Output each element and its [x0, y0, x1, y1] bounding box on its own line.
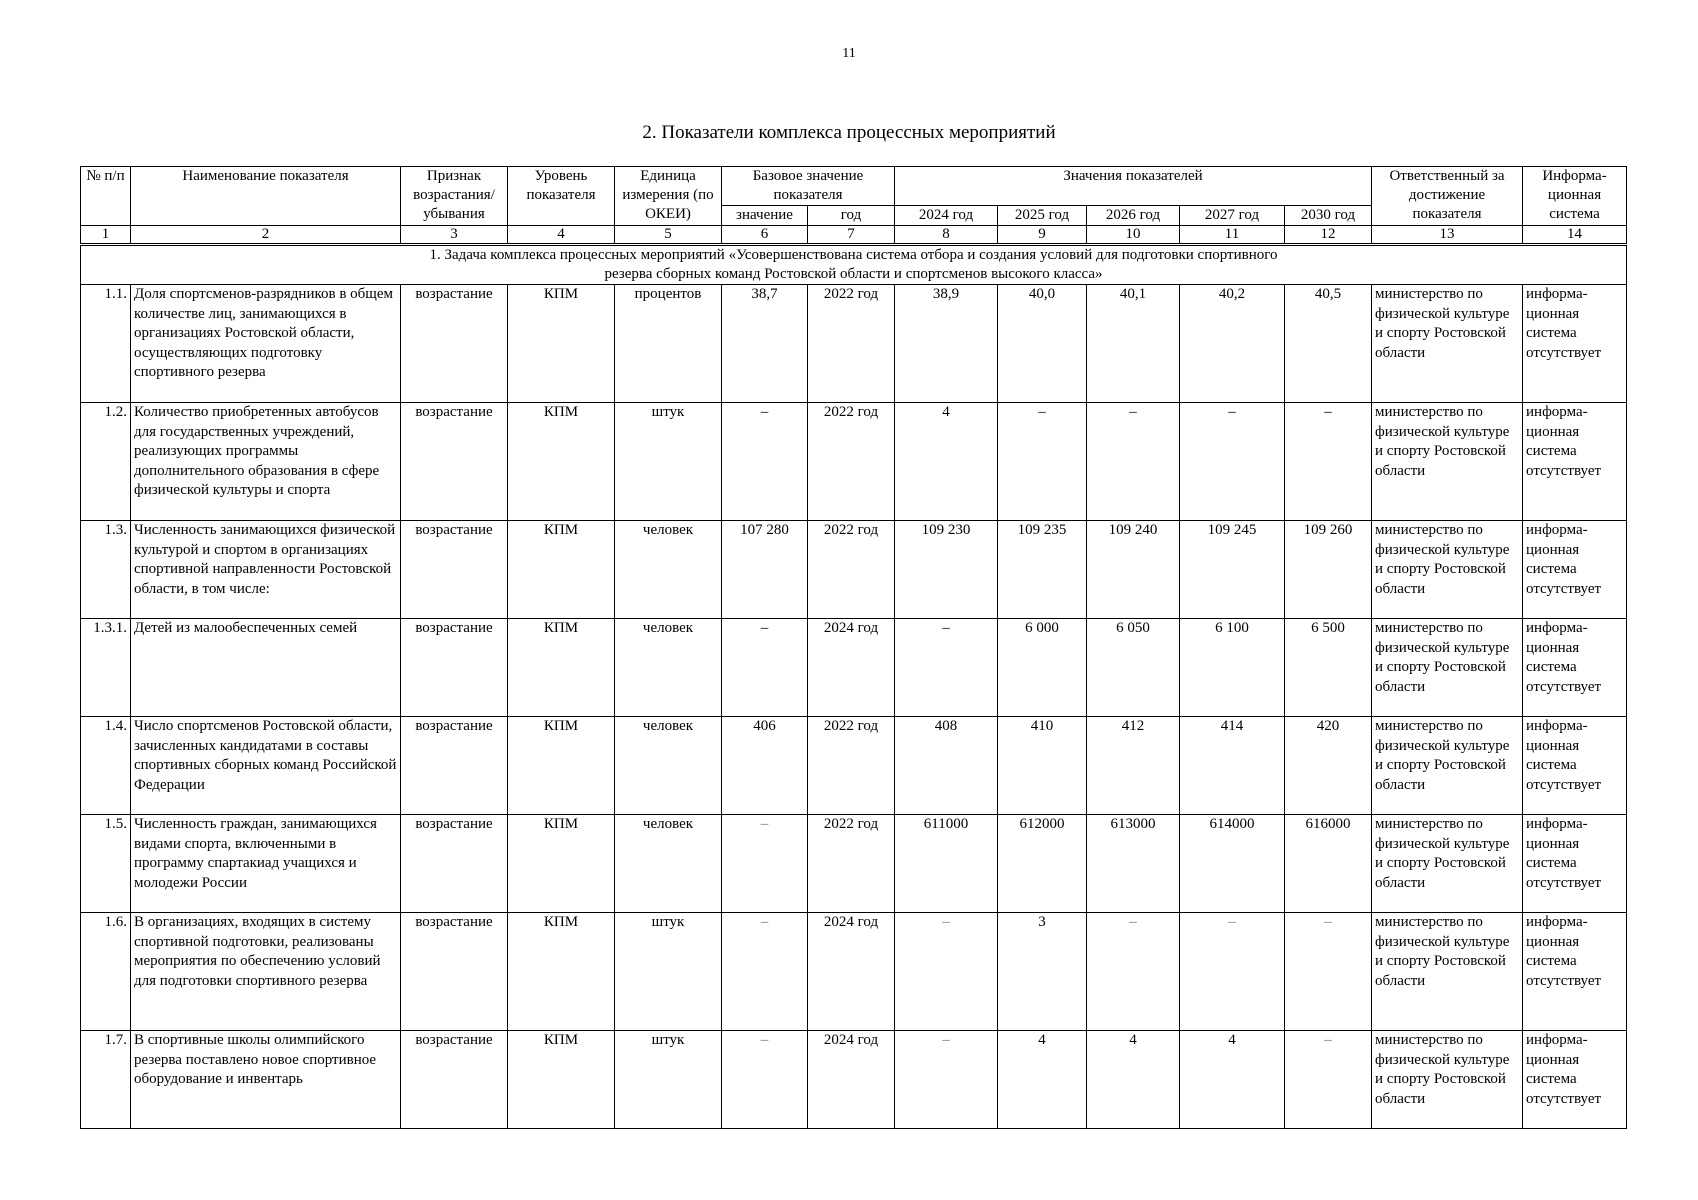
base-value: –: [722, 815, 808, 913]
value-2030: 420: [1285, 717, 1372, 815]
indicator-sign: возрастание: [401, 619, 508, 717]
info-system: информа-ционная система отсутствует: [1523, 913, 1627, 1031]
indicator-unit: человек: [615, 717, 722, 815]
indicator-level: КПМ: [508, 285, 615, 403]
base-year: 2022 год: [808, 815, 895, 913]
column-number: 9: [998, 226, 1087, 245]
header-unit: Единица измерения (по ОКЕИ): [615, 167, 722, 226]
value-2027: 414: [1180, 717, 1285, 815]
value-2026: 412: [1087, 717, 1180, 815]
column-number: 5: [615, 226, 722, 245]
column-number: 4: [508, 226, 615, 245]
table-row: [81, 521, 1627, 619]
value-2026: 4: [1087, 1031, 1180, 1129]
indicator-unit: штук: [615, 913, 722, 1031]
value-2024: –: [895, 619, 998, 717]
value-2030: –: [1285, 913, 1372, 1031]
header-infosys: Информа-ционная система: [1523, 167, 1627, 226]
value-2026: –: [1087, 403, 1180, 521]
value-2027: 109 245: [1180, 521, 1285, 619]
base-year: 2022 год: [808, 285, 895, 403]
column-number: 14: [1523, 226, 1627, 245]
responsible: министерство по физической культуре и спорту Ростовской области: [1372, 619, 1523, 717]
value-2025: 612000: [998, 815, 1087, 913]
indicator-unit: человек: [615, 815, 722, 913]
value-2027: –: [1180, 403, 1285, 521]
responsible: министерство по физической культуре и спорту Ростовской области: [1372, 815, 1523, 913]
info-system: информа-ционная система отсутствует: [1523, 285, 1627, 403]
indicator-name: Детей из малообеспеченных семей: [131, 619, 401, 717]
page-number: 11: [842, 46, 856, 61]
value-2025: 4: [998, 1031, 1087, 1129]
value-2030: 109 260: [1285, 521, 1372, 619]
indicator-name: Численность занимающихся физической культурой и спортом в организациях спортивной направленности Ростовской области, в том числе:: [131, 521, 401, 619]
row-num: 1.7.: [81, 1031, 131, 1129]
indicator-level: КПМ: [508, 815, 615, 913]
table-row: [81, 913, 1627, 1031]
indicator-name: Доля спортсменов-разрядников в общем количестве лиц, занимающихся в организациях Ростовской области, осуществляющих подготовку спортивного резерва: [131, 285, 401, 403]
task-title: 1. Задача комплекса процессных мероприятий «Усовершенствована система отбора и создания условий для подготовки спортивного резерва сборных команд Ростовской области и спортсменов высокого класса»: [81, 245, 1627, 285]
row-num: 1.1.: [81, 285, 131, 403]
header-year-2030: 2030 год: [1285, 206, 1372, 226]
header-responsible: Ответственный за достижение показателя: [1372, 167, 1523, 226]
task-row: [81, 245, 1627, 285]
base-value: 38,7: [722, 285, 808, 403]
base-year: 2022 год: [808, 717, 895, 815]
info-system: информа-ционная система отсутствует: [1523, 717, 1627, 815]
base-value: 107 280: [722, 521, 808, 619]
indicator-sign: возрастание: [401, 521, 508, 619]
indicator-sign: возрастание: [401, 1031, 508, 1129]
header-num: № п/п: [81, 167, 131, 226]
info-system: информа-ционная система отсутствует: [1523, 521, 1627, 619]
info-system: информа-ционная система отсутствует: [1523, 619, 1627, 717]
value-2024: –: [895, 1031, 998, 1129]
header-base-year: год: [808, 206, 895, 226]
column-number: 7: [808, 226, 895, 245]
indicator-name: Численность граждан, занимающихся видами спорта, включенными в программу спартакиад учащихся и молодежи России: [131, 815, 401, 913]
base-year: 2024 год: [808, 1031, 895, 1129]
value-2027: 4: [1180, 1031, 1285, 1129]
responsible: министерство по физической культуре и спорту Ростовской области: [1372, 403, 1523, 521]
table-row: [81, 619, 1627, 717]
column-number: 12: [1285, 226, 1372, 245]
value-2027: 6 100: [1180, 619, 1285, 717]
indicator-sign: возрастание: [401, 403, 508, 521]
value-2024: 611000: [895, 815, 998, 913]
value-2027: 40,2: [1180, 285, 1285, 403]
value-2025: 109 235: [998, 521, 1087, 619]
responsible: министерство по физической культуре и спорту Ростовской области: [1372, 285, 1523, 403]
indicator-level: КПМ: [508, 1031, 615, 1129]
header-year-2027: 2027 год: [1180, 206, 1285, 226]
column-numbers-row: [81, 226, 1627, 245]
responsible: министерство по физической культуре и спорту Ростовской области: [1372, 521, 1523, 619]
column-number: 6: [722, 226, 808, 245]
responsible: министерство по физической культуре и спорту Ростовской области: [1372, 717, 1523, 815]
value-2027: 614000: [1180, 815, 1285, 913]
value-2026: 6 050: [1087, 619, 1180, 717]
indicator-unit: человек: [615, 521, 722, 619]
value-2030: –: [1285, 403, 1372, 521]
value-2024: 38,9: [895, 285, 998, 403]
value-2024: 109 230: [895, 521, 998, 619]
row-num: 1.3.1.: [81, 619, 131, 717]
header-year-2024: 2024 год: [895, 206, 998, 226]
value-2030: 6 500: [1285, 619, 1372, 717]
info-system: информа-ционная система отсутствует: [1523, 403, 1627, 521]
base-value: 406: [722, 717, 808, 815]
table-row: [81, 1031, 1627, 1129]
indicator-name: Число спортсменов Ростовской области, зачисленных кандидатами в составы спортивных сборных команд Российской Федерации: [131, 717, 401, 815]
value-2027: –: [1180, 913, 1285, 1031]
header-name: Наименование показателя: [131, 167, 401, 226]
value-2025: –: [998, 403, 1087, 521]
indicator-level: КПМ: [508, 913, 615, 1031]
value-2030: 40,5: [1285, 285, 1372, 403]
column-number: 2: [131, 226, 401, 245]
indicator-name: В спортивные школы олимпийского резерва поставлено новое спортивное оборудование и инвентарь: [131, 1031, 401, 1129]
indicator-unit: штук: [615, 1031, 722, 1129]
indicator-unit: штук: [615, 403, 722, 521]
column-number: 3: [401, 226, 508, 245]
value-2025: 410: [998, 717, 1087, 815]
value-2025: 3: [998, 913, 1087, 1031]
value-2025: 40,0: [998, 285, 1087, 403]
table-row: [81, 815, 1627, 913]
base-value: –: [722, 619, 808, 717]
column-number: 10: [1087, 226, 1180, 245]
base-value: –: [722, 403, 808, 521]
value-2030: –: [1285, 1031, 1372, 1129]
indicators-table: [80, 166, 1627, 1129]
indicator-unit: человек: [615, 619, 722, 717]
row-num: 1.2.: [81, 403, 131, 521]
section-title: 2. Показатели комплекса процессных мероприятий: [642, 122, 1056, 143]
value-2024: 4: [895, 403, 998, 521]
header-base: Базовое значение показателя: [722, 167, 895, 206]
responsible: министерство по физической культуре и спорту Ростовской области: [1372, 913, 1523, 1031]
row-num: 1.4.: [81, 717, 131, 815]
row-num: 1.6.: [81, 913, 131, 1031]
indicator-sign: возрастание: [401, 285, 508, 403]
indicator-name: В организациях, входящих в систему спортивной подготовки, реализованы мероприятия по обеспечению условий для подготовки спортивного резерва: [131, 913, 401, 1031]
base-value: –: [722, 1031, 808, 1129]
header-level: Уровень показателя: [508, 167, 615, 226]
header-base-value: значение: [722, 206, 808, 226]
indicator-name: Количество приобретенных автобусов для государственных учреждений, реализующих программы дополнительного образования в сфере физической культуры и спорта: [131, 403, 401, 521]
column-number: 8: [895, 226, 998, 245]
header-values: Значения показателей: [895, 167, 1372, 206]
column-number: 1: [81, 226, 131, 245]
value-2024: 408: [895, 717, 998, 815]
table-row: [81, 285, 1627, 403]
table-row: [81, 403, 1627, 521]
base-value: –: [722, 913, 808, 1031]
value-2026: 613000: [1087, 815, 1180, 913]
header-year-2026: 2026 год: [1087, 206, 1180, 226]
value-2026: 40,1: [1087, 285, 1180, 403]
responsible: министерство по физической культуре и спорту Ростовской области: [1372, 1031, 1523, 1129]
indicator-unit: процентов: [615, 285, 722, 403]
value-2025: 6 000: [998, 619, 1087, 717]
value-2024: –: [895, 913, 998, 1031]
value-2026: –: [1087, 913, 1180, 1031]
base-year: 2024 год: [808, 913, 895, 1031]
base-year: 2022 год: [808, 521, 895, 619]
indicator-level: КПМ: [508, 521, 615, 619]
base-year: 2024 год: [808, 619, 895, 717]
row-num: 1.5.: [81, 815, 131, 913]
indicator-level: КПМ: [508, 403, 615, 521]
indicator-sign: возрастание: [401, 717, 508, 815]
indicator-sign: возрастание: [401, 913, 508, 1031]
table-row: [81, 717, 1627, 815]
indicator-level: КПМ: [508, 717, 615, 815]
info-system: информа-ционная система отсутствует: [1523, 1031, 1627, 1129]
column-number: 11: [1180, 226, 1285, 245]
column-number: 13: [1372, 226, 1523, 245]
row-num: 1.3.: [81, 521, 131, 619]
header-year-2025: 2025 год: [998, 206, 1087, 226]
value-2026: 109 240: [1087, 521, 1180, 619]
base-year: 2022 год: [808, 403, 895, 521]
header-sign: Признак возрастания/ убывания: [401, 167, 508, 226]
indicator-sign: возрастание: [401, 815, 508, 913]
indicator-level: КПМ: [508, 619, 615, 717]
value-2030: 616000: [1285, 815, 1372, 913]
info-system: информа-ционная система отсутствует: [1523, 815, 1627, 913]
